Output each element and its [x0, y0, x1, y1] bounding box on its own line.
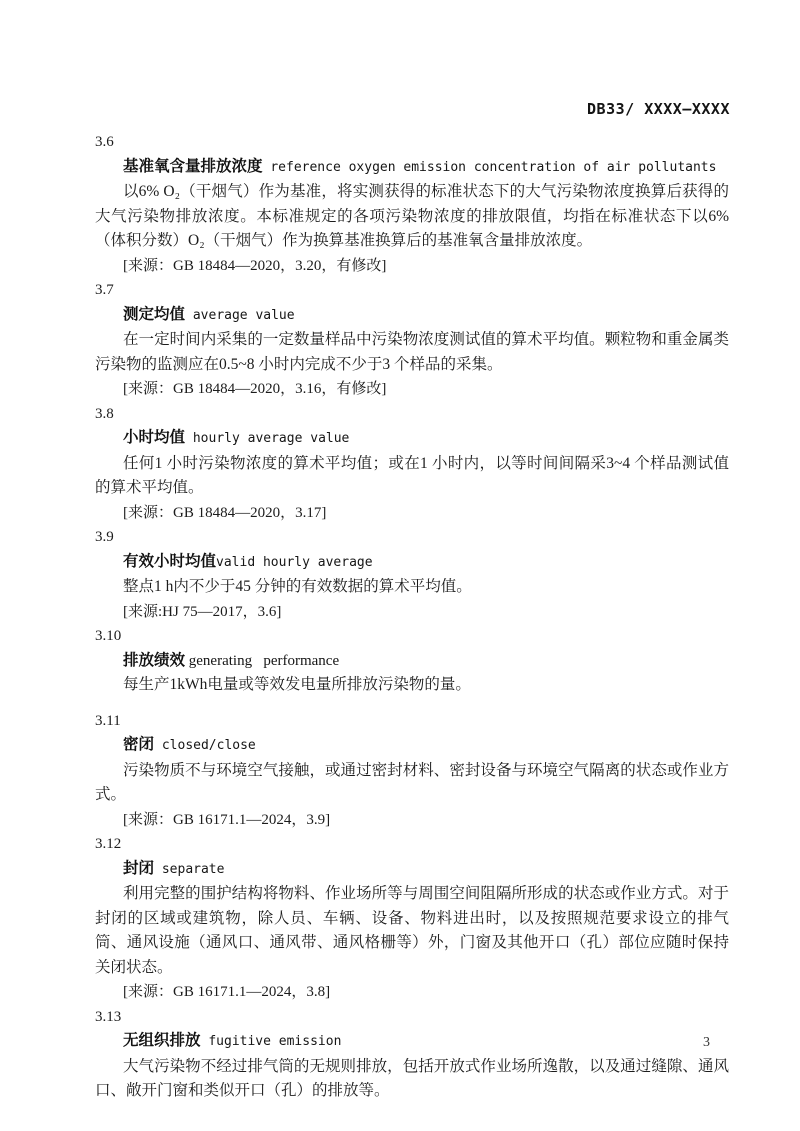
term-english: fugitive emission: [200, 1034, 342, 1049]
clause-section: [95, 402, 729, 526]
definition-text: 任何1 小时污染物浓度的算术平均值；或在1 小时内，以等时间间隔采3~4 个样品测试值的算术平均值。: [95, 454, 729, 496]
clause-section: [95, 278, 729, 402]
clause-section: [95, 709, 729, 833]
clause-number: 3.12: [95, 836, 122, 852]
clause-number: 3.13: [95, 1008, 122, 1025]
term-line: [95, 550, 729, 576]
terms-and-definitions-list: [95, 130, 729, 1104]
term-english: reference oxygen emission concentration of air pollutants: [262, 159, 717, 175]
term-chinese: 小时均值: [123, 429, 186, 446]
clause-number: 3.10: [95, 628, 122, 644]
term-line: [95, 857, 729, 883]
definition-text: 整点1 h内不少于45 分钟的有效数据的算术平均值。: [123, 578, 472, 595]
definition-text: 以6% O₂（干烟气）作为基准，将实测获得的标准状态下的大气污染物浓度换算后获得的大气污染物排放浓度。本标准规定的各项污染物浓度的排放限值，均指在标准状态下以6%（体积分数）O₂（干烟气）作为换算基准换算后的基准氧含量排放浓度。: [95, 183, 729, 249]
source-reference: [来源：GB 18484—2020，3.16，有修改]: [123, 381, 387, 397]
term-chinese: 基准氧含量排放浓度: [123, 157, 263, 175]
clause-section: [95, 525, 729, 624]
standard-code: DB33/ XXXX—XXXX: [587, 100, 730, 118]
term-chinese: 排放绩效: [123, 651, 186, 669]
term-line: [95, 303, 729, 329]
source-reference: [来源:HJ 75—2017，3.6]: [123, 603, 282, 620]
source-reference: [来源：GB 18484—2020，3.20，有修改]: [123, 257, 387, 274]
term-english: average value: [185, 307, 295, 323]
clause-number: 3.11: [95, 712, 121, 729]
source-reference: [来源：GB 18484—2020，3.17]: [123, 504, 327, 521]
definition-text: 大气污染物不经过排气筒的无规则排放，包括开放式作业场所逸散，以及通过缝隙、通风口、敞开门窗和类似开口（孔）的排放等。: [95, 1057, 729, 1099]
term-line: [95, 733, 729, 759]
source-reference: [来源：GB 16171.1—2024，3.9]: [123, 811, 331, 828]
definition-text: 每生产1kWh电量或等效发电量所排放污染物的量。: [123, 676, 471, 693]
term-english: generating performance: [185, 652, 340, 669]
clause-number: 3.8: [95, 405, 114, 422]
term-line: [95, 155, 729, 181]
page-number: [703, 1035, 710, 1051]
term-english: separate: [154, 861, 225, 877]
definition-text: 污染物质不与环境空气接触，或通过密封材料、密封设备与环境空气隔离的状态或作业方式。: [95, 761, 729, 803]
source-reference: [来源：GB 16171.1—2024，3.8]: [123, 984, 331, 1000]
clause-section: [95, 832, 729, 1005]
page-number-value: 3: [703, 1035, 710, 1050]
term-chinese: 密闭: [123, 736, 155, 753]
term-line: [95, 426, 729, 452]
clause-number: 3.7: [95, 282, 114, 298]
term-english: hourly average value: [185, 431, 350, 446]
definition-text: 利用完整的围护结构将物料、作业场所等与周围空间阻隔所形成的状态或作业方式。对于封闭的区域或建筑物，除人员、车辆、设备、物料进出时，以及按照规范要求设立的排气筒、通风设施（通风口、通风带、通风格栅等）外，门窗及其他开口（孔）部位应随时保持关闭状态。: [95, 885, 729, 976]
definition-text: 在一定时间内采集的一定数量样品中污染物浓度测试值的算术平均值。颗粒物和重金属类污染物的监测应在0.5~8 小时内完成不少于3 个样品的采集。: [95, 331, 729, 373]
clause-number: 3.9: [95, 529, 114, 545]
term-line: [95, 649, 729, 674]
clause-number: 3.6: [95, 134, 114, 150]
term-chinese: 测定均值: [123, 305, 186, 323]
term-english: closed/close: [154, 738, 256, 753]
clause-section: [95, 624, 729, 698]
term-chinese: 封闭: [123, 859, 155, 877]
term-line: [95, 1029, 729, 1055]
term-english: valid hourly average: [216, 554, 373, 570]
document-content: [95, 130, 729, 1115]
term-chinese: 有效小时均值: [123, 552, 217, 570]
clause-section: [95, 130, 729, 278]
page-header: [587, 100, 730, 118]
term-chinese: 无组织排放: [123, 1032, 201, 1049]
clause-section: [95, 1005, 729, 1104]
